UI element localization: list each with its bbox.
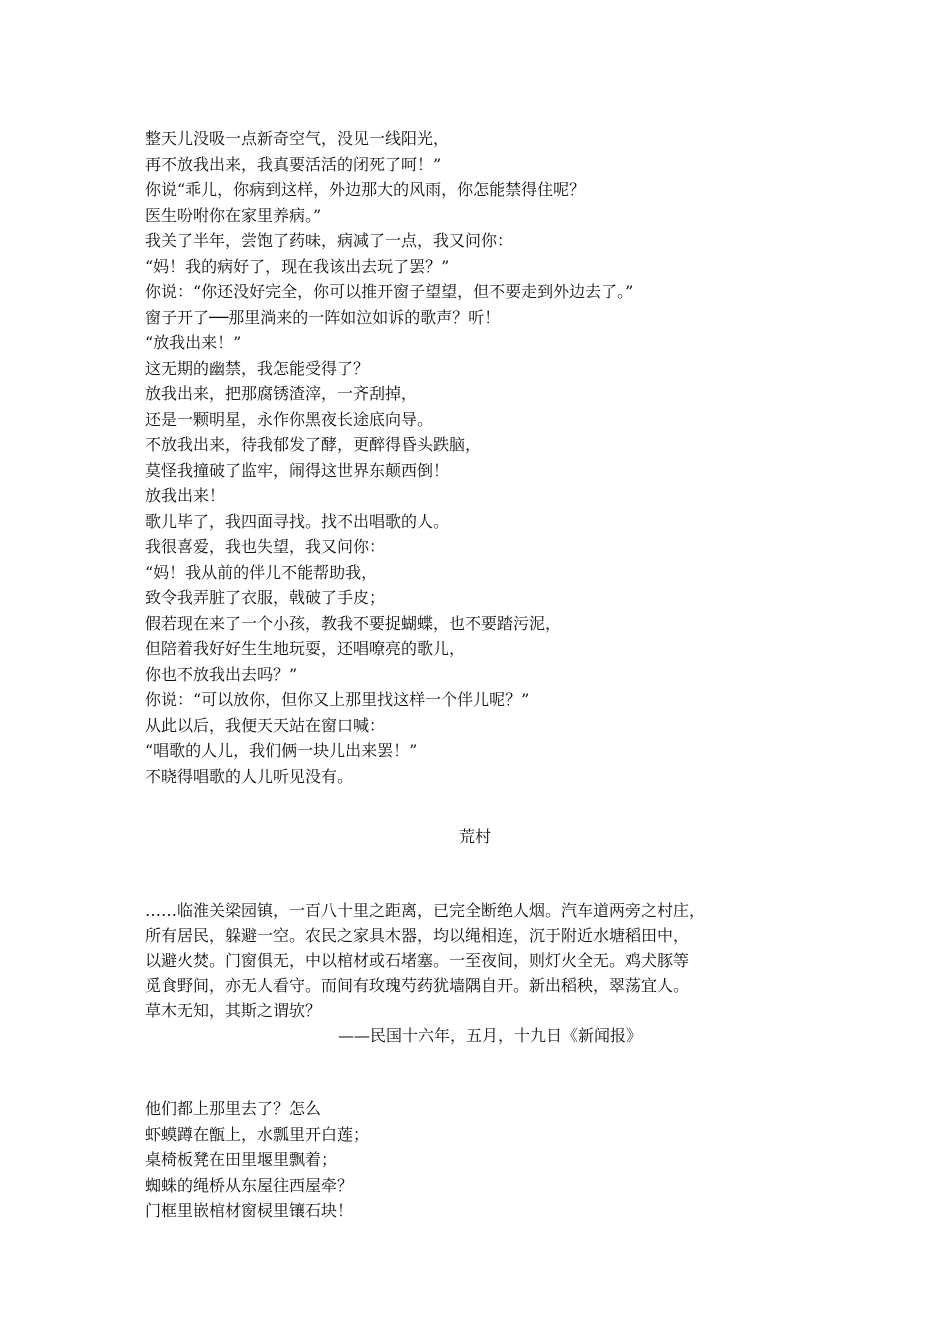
poem-line: 从此以后，我便天天站在窗口喊：: [145, 715, 386, 735]
poem-line: 蜘蛛的绳桥从东屋往西屋牵？: [145, 1175, 354, 1195]
poem-line: “唱歌的人儿，我们俩一块儿出来罢！”: [145, 741, 418, 760]
poem-line: 你说：“你还没好完全，你可以推开窗子望望，但不要走到外边去了。”: [145, 282, 634, 301]
poem-stanza: [145, 126, 825, 789]
poem-line: 医生吩咐你在家里养病。”: [145, 205, 322, 225]
epigraph-line: 草木无知，其斯之谓欤？: [145, 1001, 322, 1020]
poem-line: 再不放我出来，我真要活活的闭死了呵！”: [145, 154, 442, 174]
poem-line: 窗子开了──那里淌来的一阵如泣如诉的歌声？听！: [145, 307, 501, 327]
poem-line: 不放我出来，待我郁发了酵，更醉得昏头跌脑，: [145, 435, 482, 454]
poem-line: 但陪着我好好生生地玩耍，还唱嘹亮的歌儿，: [145, 639, 466, 658]
poem-line: 莫怪我撞破了监牢，闹得这世界东颠西倒！: [145, 460, 450, 480]
epigraph-line: 觅食野间，亦无人看守。而间有玫瑰芍药犹墙隅自开。新出稻秧，翠荡宜人。: [145, 976, 690, 995]
poem-line: 放我出来！: [145, 486, 226, 505]
poem-line: 这无期的幽禁，我怎能受得了？: [145, 358, 370, 378]
poem-line: 假若现在来了一个小孩，教我不要捉蝴蝶，也不要踏污泥，: [145, 613, 562, 633]
poem-line: 门框里嵌棺材窗棂里镶石块！: [145, 1201, 354, 1220]
poem-line: 我很喜爱，我也失望，我又问你：: [145, 537, 386, 556]
section-title: 荒村: [458, 827, 491, 846]
poem-line: “放我出来！”: [145, 333, 242, 352]
poem-line: 歌儿毕了，我四面寻找。找不出唱歌的人。: [145, 511, 450, 531]
epigraph-line: 所有居民，躲避一空。农民之家具木器，均以绳相连，沉于附近水塘稻田中，: [145, 926, 690, 945]
poem-line: 桌椅板凳在田里堰里飘着；: [145, 1150, 338, 1169]
poem-line: 不晓得唱歌的人儿听见没有。: [145, 766, 354, 786]
poem-line: 还是一颗明星，永作你黑夜长途底向导。: [145, 409, 434, 429]
poem-line: 虾蟆蹲在甑上，水瓢里开白莲；: [145, 1124, 370, 1144]
poem-line: 你也不放我出去吗？”: [145, 664, 298, 684]
poem-line: 我关了半年，尝饱了药味，病减了一点，我又问你：: [145, 231, 514, 250]
poem-line: 放我出来，把那腐锈渣滓，一齐刮掉，: [145, 384, 418, 403]
poem-stanza: [145, 1096, 825, 1224]
epigraph-line: 以避火焚。门窗俱无，中以棺材或石堵塞。一至夜间，则灯火全无。鸡犬豚等: [145, 951, 690, 970]
poem-line: 他们都上那里去了？怎么: [145, 1099, 322, 1118]
poem-line: “妈！我从前的伴儿不能帮助我，: [145, 562, 378, 582]
poem-line: “妈！我的病好了，现在我该出去玩了罢？”: [145, 256, 450, 276]
poem-line: 你说：“可以放你，但你又上那里找这样一个伴儿呢？”: [145, 690, 530, 709]
epigraph-paragraph: [145, 898, 825, 1023]
poem-line: 整天儿没吸一点新奇空气，没见一线阳光，: [145, 129, 450, 148]
poem-line: 你说“乖儿，你病到这样，外边那大的风雨，你怎能禁得住呢？: [145, 180, 586, 199]
epigraph-attribution: ——民国十六年，五月，十九日《新闻报》: [338, 1026, 643, 1045]
epigraph-line: ……临淮关梁园镇，一百八十里之距离，已完全断绝人烟。汽车道两旁之村庄，: [145, 901, 706, 920]
poem-line: 致令我弄脏了衣服，戟破了手皮；: [145, 588, 386, 607]
